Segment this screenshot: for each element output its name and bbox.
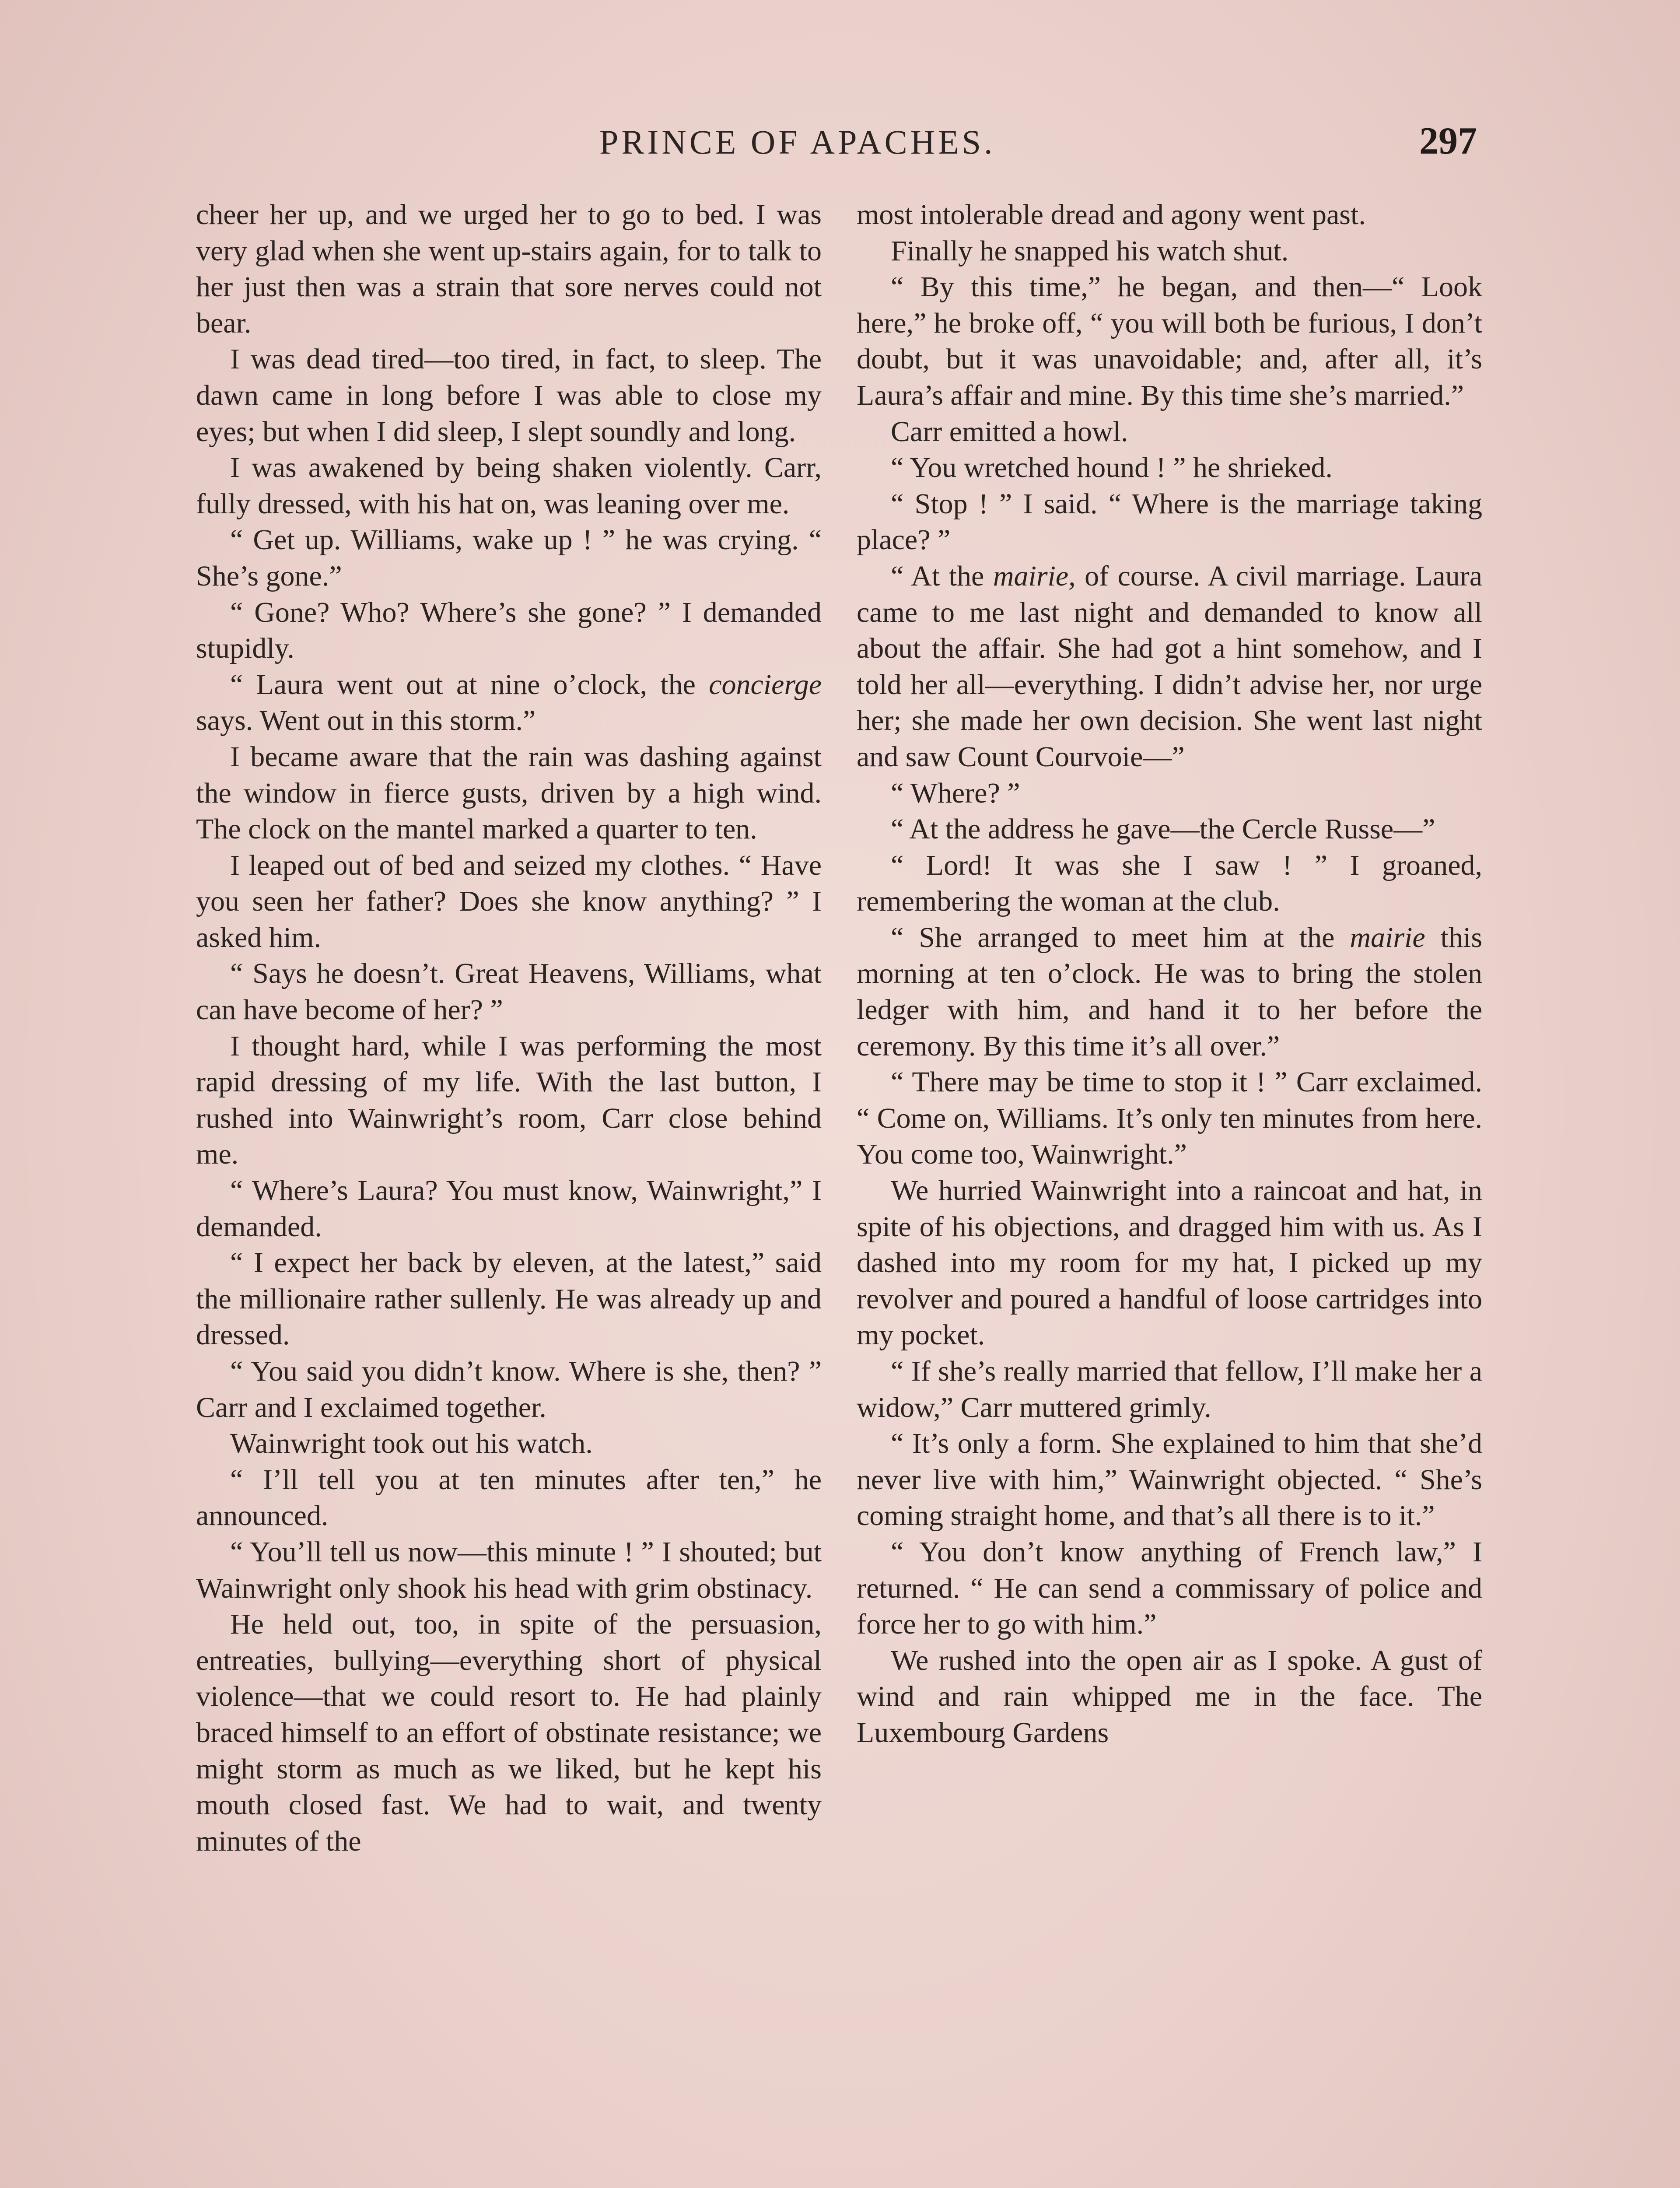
paragraph: I thought hard, while I was performing the most rapid dressing of my life. With the last button, I rushed into Wainwright’s room, Carr close behind me.	[196, 1030, 822, 1171]
paragraph: “ You wretched hound ! ” he shrieked.	[891, 452, 1333, 484]
paragraph	[196, 667, 822, 739]
paragraph-text: “ At the	[891, 560, 993, 592]
paragraph: “ Gone? Who? Where’s she gone? ” I demanded stupidly.	[196, 596, 822, 665]
paragraph: “ Where? ”	[891, 777, 1020, 809]
paragraph: “ Get up. Williams, wake up ! ” he was crying. “ She’s gone.”	[196, 524, 822, 592]
paragraph: “ You said you didn’t know. Where is she, then? ” Carr and I exclaimed together.	[196, 1355, 822, 1424]
paragraph: “ At the address he gave—the Cercle Russe—”	[891, 813, 1435, 845]
paragraph: We rushed into the open air as I spoke. A gust of wind and rain whipped me in the face. The Luxembourg Gardens	[857, 1644, 1482, 1749]
paragraph: Wainwright took out his watch.	[230, 1427, 593, 1460]
italic-term: mairie,	[993, 560, 1076, 592]
paragraph: “ You’ll tell us now—this minute ! ” I shouted; but Wainwright only shook his head with grim obstinacy.	[196, 1536, 822, 1604]
paragraph: “ I’ll tell you at ten minutes after ten,” he announced.	[196, 1463, 822, 1532]
paragraph	[857, 558, 1482, 775]
paragraph: “ Stop ! ” I said. “ Where is the marriage taking place? ”	[857, 487, 1482, 556]
paragraph: “ I expect her back by eleven, at the latest,” said the millionaire rather sullenly. He was already up and dressed.	[196, 1247, 822, 1351]
paragraph: I was dead tired—too tired, in fact, to sleep. The dawn came in long before I was able to close my eyes; but when I did sleep, I slept soundly and long.	[196, 343, 822, 448]
paragraph: Finally he snapped his watch shut.	[891, 235, 1289, 267]
paragraph: I became aware that the rain was dashing against the window in fierce gusts, driven by a high wind. The clock on the mantel marked a quarter to ten.	[196, 740, 822, 845]
paragraph-text: this morning at ten o’clock. He was to bring the stolen ledger with him, and hand it to her before the ceremony. By this time it’s all over.”	[857, 921, 1483, 1062]
paragraph: “ By this time,” he began, and then—“ Look here,” he broke off, “ you will both be furious, I don’t doubt, but it was unavoidable; and, after all, it’s Laura’s affair and mine. By this time she’s married.”	[857, 271, 1482, 411]
paragraph: I leaped out of bed and seized my clothes. “ Have you seen her father? Does she know anything? ” I asked him.	[196, 849, 822, 954]
paragraph: “ Where’s Laura? You must know, Wainwright,” I demanded.	[196, 1175, 822, 1243]
paragraph-text: “ She arranged to meet him at the	[891, 921, 1350, 954]
paragraph: He held out, too, in spite of the persuasion, entreaties, bullying—everything short of physical violence—that we could resort to. He had plainly braced himself to an effort of obstinate resistance; we might storm as much as we liked, but he kept his mouth closed fast. We had to wait, and twenty minutes of the	[196, 1608, 822, 1857]
paragraph-text: says. Went out in this storm.”	[196, 705, 536, 737]
running-head: PRINCE OF APACHES.	[599, 123, 996, 161]
right-column	[857, 197, 1482, 1751]
paragraph: “ Lord! It was she I saw ! ” I groaned, remembering the woman at the club.	[857, 849, 1482, 918]
left-column	[196, 197, 822, 1859]
italic-term: concierge	[709, 668, 822, 701]
paragraph: cheer her up, and we urged her to go to bed. I was very glad when she went up-stairs again, for to talk to her just then was a strain that sore nerves could not bear.	[196, 199, 822, 339]
paragraph: I was awakened by being shaken violently. Carr, fully dressed, with his hat on, was leaning over me.	[196, 452, 822, 520]
paragraph: “ Says he doesn’t. Great Heavens, Williams, what can have become of her? ”	[196, 957, 822, 1026]
paragraph: most intolerable dread and agony went past.	[857, 199, 1366, 231]
paragraph-text: of course. A civil marriage. Laura came to me last night and demanded to know all about the affair. She had got a hint somehow, and I told her all—everything. I didn’t advise her, nor urge her; she made her own decision. She went last night and saw Count Courvoie—”	[857, 560, 1482, 773]
paragraph-text: “ Laura went out at nine o’clock, the	[230, 668, 709, 701]
paragraph: “ It’s only a form. She explained to him that she’d never live with him,” Wainwright objected. “ She’s coming straight home, and that’s all there is to it.”	[857, 1427, 1482, 1532]
paragraph: “ You don’t know anything of French law,” I returned. “ He can send a commissary of police and force her to go with him.”	[857, 1536, 1482, 1641]
paragraph: “ There may be time to stop it ! ” Carr exclaimed. “ Come on, Williams. It’s only ten minutes from here. You come too, Wainwright.”	[857, 1066, 1482, 1171]
paragraph: We hurried Wainwright into a raincoat and hat, in spite of his objections, and dragged him with us. As I dashed into my room for my hat, I picked up my revolver and poured a handful of loose cartridges into my pocket.	[857, 1175, 1482, 1351]
page-number: 297	[1419, 120, 1477, 162]
italic-term: mairie	[1350, 921, 1425, 954]
paragraph	[857, 920, 1482, 1064]
paragraph: Carr emitted a howl.	[891, 415, 1128, 448]
paragraph: “ If she’s really married that fellow, I’ll make her a widow,” Carr muttered grimly.	[857, 1355, 1482, 1424]
